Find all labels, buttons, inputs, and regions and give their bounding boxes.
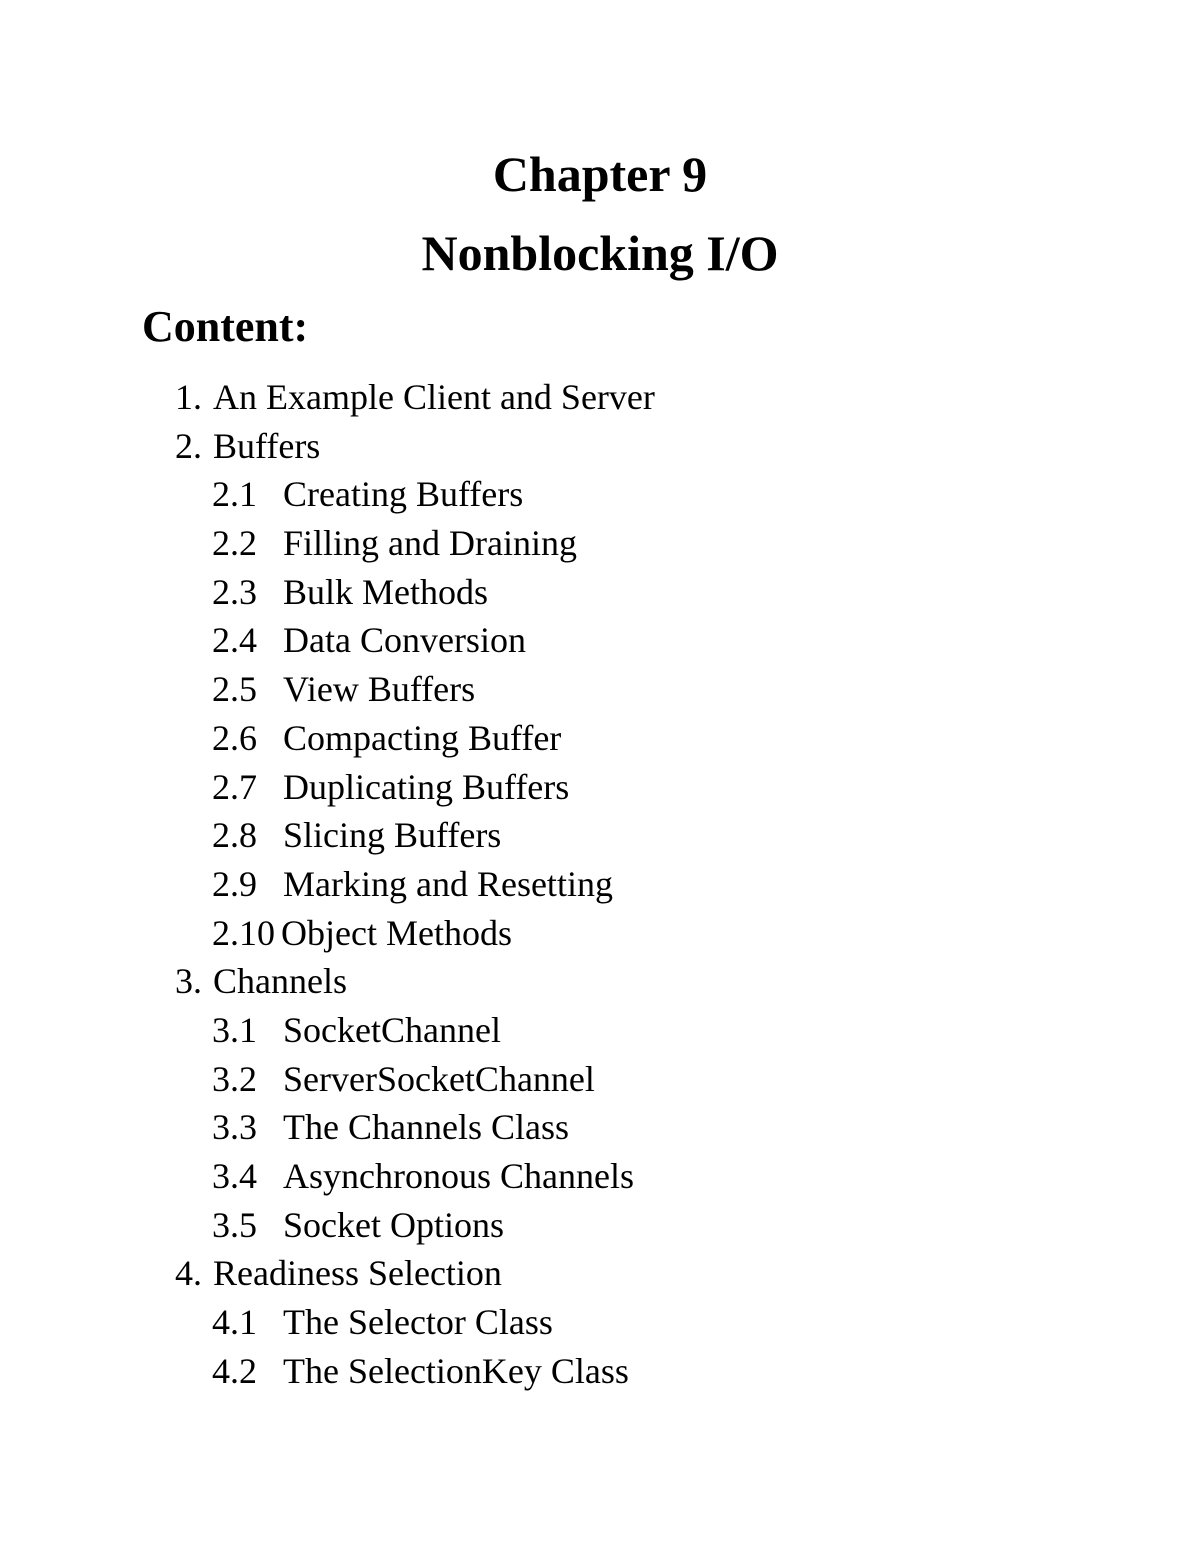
toc-subitem (0, 1298, 1200, 1347)
toc-item-label: Compacting Buffer (283, 717, 562, 758)
toc-subitem (0, 714, 1200, 763)
toc-item-label: Data Conversion (283, 620, 526, 661)
toc-item-label: View Buffers (283, 669, 476, 710)
toc-item-number: 4.2 (212, 1350, 257, 1391)
toc-subitem (0, 860, 1200, 909)
toc-item-number: 2.1 (212, 474, 257, 515)
toc-item-number: 4.1 (212, 1302, 257, 1343)
toc-item-number: 3.3 (212, 1107, 257, 1148)
toc-item-number: 3.4 (212, 1156, 257, 1196)
toc-subitem (0, 1347, 1200, 1396)
toc-item-label: Readiness Selection (213, 1253, 502, 1294)
toc-subitem (0, 616, 1200, 665)
toc-subitem (0, 1152, 1200, 1201)
chapter-number: Chapter 9 (492, 146, 708, 202)
toc-subitem (0, 1103, 1200, 1152)
toc-item-label: Duplicating Buffers (283, 766, 570, 807)
toc-item-number: 2.5 (212, 669, 257, 710)
toc-item-number: 3.2 (212, 1058, 257, 1099)
chapter-title: Nonblocking I/O (421, 225, 779, 281)
toc-item-label: Object Methods (281, 912, 512, 953)
toc-subitem (0, 568, 1200, 617)
toc-item-label: SocketChannel (283, 1009, 501, 1050)
toc-item-label: The SelectionKey Class (283, 1350, 629, 1391)
toc-item (0, 373, 1200, 422)
toc-item-number: 2.4 (212, 620, 257, 661)
toc-item (0, 422, 1200, 471)
toc-subitem (0, 1006, 1200, 1055)
toc-item-number: 1. (175, 377, 202, 417)
toc-item-label: ServerSocketChannel (283, 1058, 595, 1099)
toc-item-number: 2.6 (212, 717, 257, 758)
toc-item-number: 2.2 (212, 523, 257, 564)
toc-subitem (0, 763, 1200, 812)
toc-item-number: 3.5 (212, 1204, 257, 1245)
toc-item-label: Filling and Draining (283, 523, 577, 564)
table-of-contents (0, 373, 1200, 1395)
toc-item-label: Marking and Resetting (283, 863, 613, 904)
toc-item (0, 1249, 1200, 1298)
toc-item-number: 4. (175, 1253, 202, 1294)
toc-item-number: 2. (175, 425, 202, 466)
toc-item-label: Creating Buffers (283, 474, 524, 515)
toc-subitem (0, 909, 1200, 958)
toc-item-label: Channels (213, 961, 347, 1002)
toc-subitem (0, 665, 1200, 714)
toc-item-label: Socket Options (283, 1204, 504, 1245)
toc-subitem (0, 1201, 1200, 1250)
toc-item-number: 3.1 (212, 1009, 257, 1050)
toc-item-label: Slicing Buffers (283, 815, 502, 856)
toc-item (0, 957, 1200, 1006)
toc-subitem (0, 519, 1200, 568)
toc-item-label: An Example Client and Server (213, 377, 655, 417)
toc-item-label: The Selector Class (283, 1302, 553, 1343)
toc-item-number: 2.9 (212, 863, 257, 904)
toc-item-number: 2.3 (212, 571, 257, 612)
toc-subitem (0, 1055, 1200, 1104)
toc-item-label: The Channels Class (283, 1107, 569, 1148)
toc-subitem (0, 470, 1200, 519)
toc-item-number: 2.8 (212, 815, 257, 856)
toc-item-label: Buffers (213, 425, 321, 466)
toc-subitem (0, 811, 1200, 860)
toc-item-label: Bulk Methods (283, 571, 489, 612)
toc-item-number: 3. (175, 961, 202, 1002)
toc-item-number: 2.10 (212, 912, 275, 953)
toc-item-label: Asynchronous Channels (283, 1156, 634, 1196)
toc-item-number: 2.7 (212, 766, 257, 807)
content-heading: Content: (142, 302, 309, 351)
